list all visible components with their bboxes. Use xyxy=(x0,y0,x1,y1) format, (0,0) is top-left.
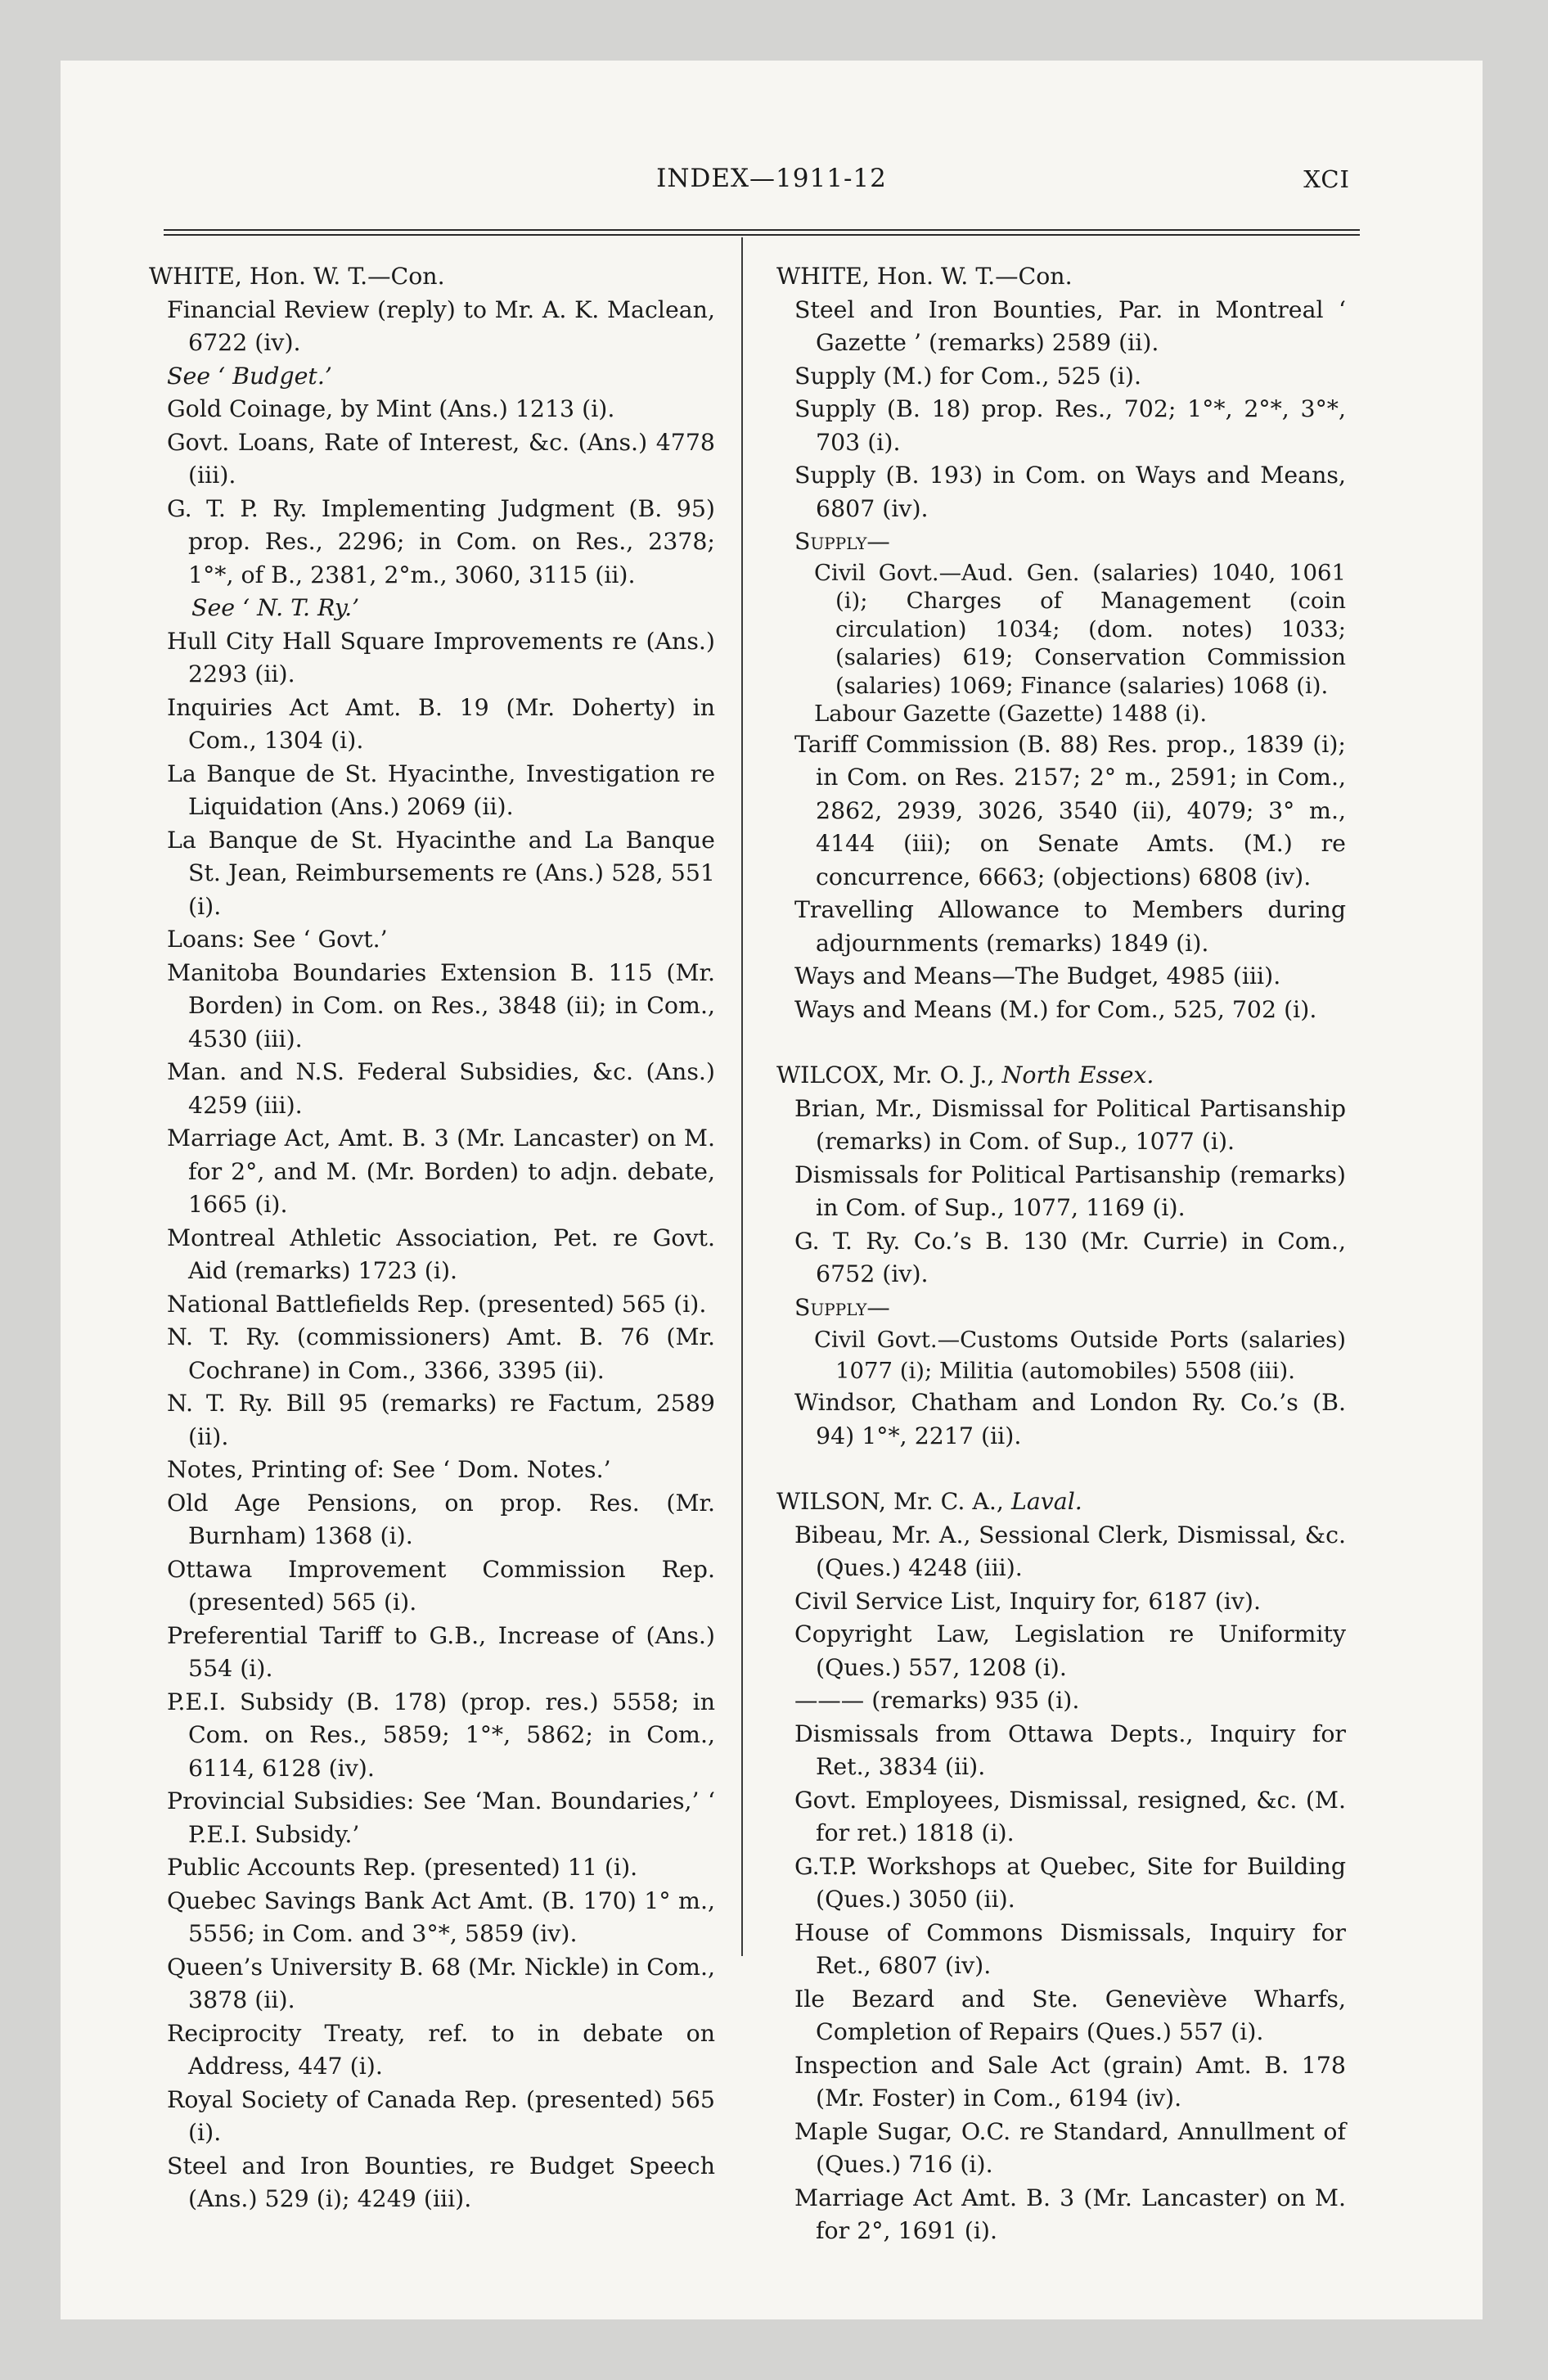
index-entry: Ways and Means—The Budget, 4985 (iii). xyxy=(794,962,1281,989)
index-entry: Dismissals for Political Partisanship (remarks) in Com. of Sup., 1077, 1169 (i). xyxy=(794,1161,1346,1221)
wilcox-index-block xyxy=(776,1059,1346,1453)
index-entry: P.E.I. Subsidy (B. 178) (prop. res.) 5558; in Com. on Res., 5859; 1°*, 5862; in Com., 6114, 6128 (iv). xyxy=(167,1688,715,1782)
index-entry: G. T. P. Ry. Implementing Judgment (B. 95) prop. Res., 2296; in Com. on Res., 2378; 1°*, of B., 2381, 2°m., 3060, 3115 (ii). xyxy=(167,494,715,588)
index-entry: Financial Review (reply) to Mr. A. K. Maclean, 6722 (iv). xyxy=(167,295,715,356)
header-rule-bottom xyxy=(164,234,1360,236)
index-entry: Travelling Allowance to Members during adjournments (remarks) 1849 (i). xyxy=(794,896,1346,957)
white-index-block-right xyxy=(776,260,1346,1026)
index-entry: Marriage Act, Amt. B. 3 (Mr. Lancaster) on M. for 2°, and M. (Mr. Borden) to adjn. debate, 1665 (i). xyxy=(167,1125,715,1218)
index-entry: Maple Sugar, O.C. re Standard, Annullment of (Ques.) 716 (i). xyxy=(794,2117,1346,2178)
index-entry: Queen’s University B. 68 (Mr. Nickle) in Com., 3878 (ii). xyxy=(167,1953,715,2013)
index-entry: House of Commons Dismissals, Inquiry for Ret., 6807 (iv). xyxy=(794,1918,1346,1979)
index-entry: Man. and N.S. Federal Subsidies, &c. (Ans.) 4259 (iii). xyxy=(167,1058,715,1119)
index-entry: Inspection and Sale Act (grain) Amt. B. 178 (Mr. Foster) in Com., 6194 (iv). xyxy=(794,2051,1346,2112)
member-riding: North Essex. xyxy=(1001,1062,1154,1089)
index-page xyxy=(61,61,1483,2319)
member-heading xyxy=(776,1059,1346,1093)
member-name: WILCOX, Mr. O. J., xyxy=(776,1062,995,1089)
index-entry: See ‘ Budget.’ xyxy=(167,362,332,390)
supply-item: Civil Govt.—Customs Outside Ports (salaries) 1077 (i); Militia (automobiles) 5508 (iii). xyxy=(814,1327,1346,1384)
index-entry: La Banque de St. Hyacinthe and La Banque St. Jean, Reimbursements re (Ans.) 528, 551 (i). xyxy=(167,826,715,920)
right-column xyxy=(776,260,1346,2248)
page-number: XCI xyxy=(1303,165,1350,193)
index-entry: Brian, Mr., Dismissal for Political Partisanship (remarks) in Com. of Sup., 1077 (i). xyxy=(794,1094,1346,1155)
supply-item: Civil Govt.—Aud. Gen. (salaries) 1040, 1061 (i); Charges of Management (coin circulation) 1034; (dom. notes) 1033; (salaries) 619; Conservation Commission (salaries) 1069; Finance (salaries) 1068 (i). xyxy=(814,559,1346,699)
index-entry: Civil Service List, Inquiry for, 6187 (iv). xyxy=(794,1587,1262,1615)
index-entry: Steel and Iron Bounties, Par. in Montreal ‘ Gazette ’ (remarks) 2589 (ii). xyxy=(794,295,1346,356)
header-rule-top xyxy=(164,229,1360,231)
index-entry: Royal Society of Canada Rep. (presented) 565 (i). xyxy=(167,2085,715,2146)
index-entry: Inquiries Act Amt. B. 19 (Mr. Doherty) in Com., 1304 (i). xyxy=(167,693,715,754)
page-header xyxy=(61,164,1483,205)
index-entry: Ways and Means (M.) for Com., 525, 702 (i). xyxy=(794,995,1317,1023)
index-entry: Preferential Tariff to G.B., Increase of (Ans.) 554 (i). xyxy=(167,1621,715,1682)
member-name: WILSON, Mr. C. A., xyxy=(776,1488,1004,1515)
index-entry: N. T. Ry. (commissioners) Amt. B. 76 (Mr. Cochrane) in Com., 3366, 3395 (ii). xyxy=(167,1323,715,1384)
index-entry: Hull City Hall Square Improvements re (Ans.) 2293 (ii). xyxy=(167,627,715,687)
index-entry: Bibeau, Mr. A., Sessional Clerk, Dismissal, &c. (Ques.) 4248 (iii). xyxy=(794,1521,1346,1581)
index-entry: Marriage Act Amt. B. 3 (Mr. Lancaster) on M. for 2°, 1691 (i). xyxy=(794,2184,1346,2244)
index-entry: Gold Coinage, by Mint (Ans.) 1213 (i). xyxy=(167,395,615,422)
supply-label: Supply— xyxy=(794,1293,890,1321)
index-entry: Govt. Loans, Rate of Interest, &c. (Ans.) 4778 (iii). xyxy=(167,428,715,489)
index-entry: Provincial Subsidies: See ‘Man. Boundaries,’ ‘ P.E.I. Subsidy.’ xyxy=(167,1787,715,1848)
index-entry: Supply (M.) for Com., 525 (i). xyxy=(794,362,1141,390)
index-entry: Old Age Pensions, on prop. Res. (Mr. Burnham) 1368 (i). xyxy=(167,1489,715,1549)
index-entry: ——— (remarks) 935 (i). xyxy=(794,1687,1080,1714)
index-heading: WHITE, Hon. W. T.—Con. xyxy=(149,263,445,290)
index-entry: Public Accounts Rep. (presented) 11 (i). xyxy=(167,1854,638,1881)
index-entry: G.T.P. Workshops at Quebec, Site for Building (Ques.) 3050 (ii). xyxy=(794,1852,1346,1913)
index-entry: Supply (B. 18) prop. Res., 702; 1°*, 2°*, 3°*, 703 (i). xyxy=(794,395,1346,456)
index-entry: Loans: See ‘ Govt.’ xyxy=(167,926,388,953)
index-entry: G. T. Ry. Co.’s B. 130 (Mr. Currie) in Com., 6752 (iv). xyxy=(794,1227,1346,1287)
wilson-index-block xyxy=(776,1485,1346,2248)
white-index-block-left xyxy=(149,260,715,2216)
index-entry: La Banque de St. Hyacinthe, Investigation re Liquidation (Ans.) 2069 (ii). xyxy=(167,760,715,820)
index-entry: Windsor, Chatham and London Ry. Co.’s (B. 94) 1°*, 2217 (ii). xyxy=(794,1389,1346,1449)
index-entry: Tariff Commission (B. 88) Res. prop., 1839 (i); in Com. on Res. 2157; 2° m., 2591; in Com., 2862, 2939, 3026, 3540 (ii), 4079; 3° m., 4144 (iii); on Senate Amts. (M.) re concurrence, 6663; (objections) 6808 (iv). xyxy=(794,730,1346,890)
index-heading: WHITE, Hon. W. T.—Con. xyxy=(776,263,1073,290)
member-riding: Laval. xyxy=(1010,1488,1082,1515)
index-entry: Montreal Athletic Association, Pet. re Govt. Aid (remarks) 1723 (i). xyxy=(167,1224,715,1284)
index-entry: Copyright Law, Legislation re Uniformity (Ques.) 557, 1208 (i). xyxy=(794,1620,1346,1681)
supply-item: Labour Gazette (Gazette) 1488 (i). xyxy=(814,701,1208,727)
index-entry: Ile Bezard and Ste. Geneviève Wharfs, Completion of Repairs (Ques.) 557 (i). xyxy=(794,1985,1346,2045)
index-entry: N. T. Ry. Bill 95 (remarks) re Factum, 2589 (ii). xyxy=(167,1390,715,1450)
column-divider xyxy=(741,237,743,1956)
index-entry: Reciprocity Treaty, ref. to in debate on Address, 447 (i). xyxy=(167,2019,715,2080)
index-entry: Quebec Savings Bank Act Amt. (B. 170) 1° m., 5556; in Com. and 3°*, 5859 (iv). xyxy=(167,1886,715,1947)
running-title: INDEX—1911-12 xyxy=(656,164,887,193)
member-heading xyxy=(776,1485,1346,1519)
index-entry: Govt. Employees, Dismissal, resigned, &c. (M. for ret.) 1818 (i). xyxy=(794,1786,1346,1846)
index-entry: Manitoba Boundaries Extension B. 115 (Mr. Borden) in Com. on Res., 3848 (ii); in Com., 4530 (iii). xyxy=(167,958,715,1053)
supply-label: Supply— xyxy=(794,528,890,555)
index-entry: See ‘ N. T. Ry.’ xyxy=(191,594,360,621)
left-column xyxy=(149,260,715,2216)
index-entry: Notes, Printing of: See ‘ Dom. Notes.’ xyxy=(167,1456,611,1483)
index-entry: Dismissals from Ottawa Depts., Inquiry for Ret., 3834 (ii). xyxy=(794,1720,1346,1780)
index-entry: Steel and Iron Bounties, re Budget Speech (Ans.) 529 (i); 4249 (iii). xyxy=(167,2152,715,2212)
index-entry: Supply (B. 193) in Com. on Ways and Means, 6807 (iv). xyxy=(794,462,1346,522)
index-entry: National Battlefields Rep. (presented) 565 (i). xyxy=(167,1290,707,1318)
index-entry: Ottawa Improvement Commission Rep. (presented) 565 (i). xyxy=(167,1555,715,1616)
